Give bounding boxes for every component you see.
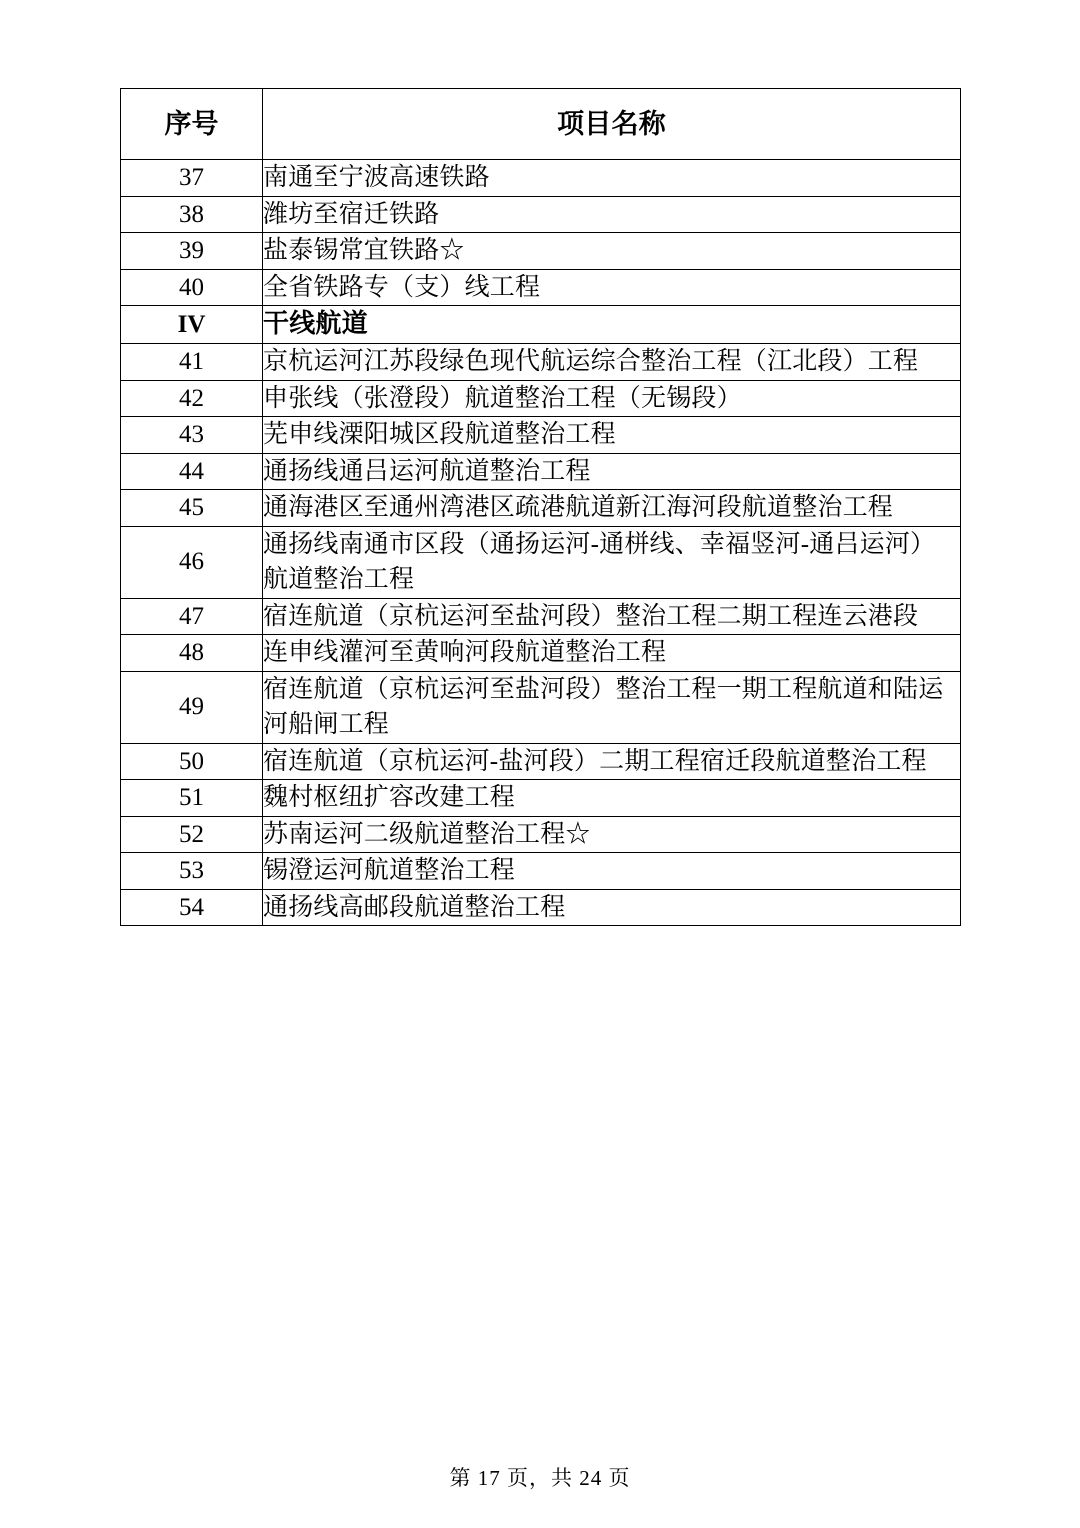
row-project-name: 通扬线高邮段航道整治工程	[263, 889, 961, 926]
table-row	[121, 453, 961, 490]
row-seq: 43	[121, 417, 263, 454]
row-project-name: 全省铁路专（支）线工程	[263, 269, 961, 306]
project-table-container	[120, 88, 960, 926]
table-row	[121, 417, 961, 454]
row-seq: 54	[121, 889, 263, 926]
row-project-name: 盐泰锡常宜铁路☆	[263, 233, 961, 270]
row-seq: 45	[121, 490, 263, 527]
table-row	[121, 889, 961, 926]
row-seq: 49	[121, 671, 263, 743]
table-row	[121, 380, 961, 417]
table-row	[121, 269, 961, 306]
row-seq: 46	[121, 526, 263, 598]
table-row	[121, 671, 961, 743]
row-seq: 52	[121, 816, 263, 853]
page-footer: 第 17 页，共 24 页	[449, 1466, 631, 1490]
row-seq: 42	[121, 380, 263, 417]
row-project-name: 京杭运河江苏段绿色现代航运综合整治工程（江北段）工程	[263, 344, 961, 381]
table-row	[121, 853, 961, 890]
row-seq: 47	[121, 598, 263, 635]
table-body	[121, 89, 961, 926]
row-seq: IV	[121, 306, 263, 344]
table-section-row	[121, 306, 961, 344]
project-list-table	[120, 88, 961, 926]
row-seq: 50	[121, 743, 263, 780]
table-row	[121, 780, 961, 817]
row-seq: 48	[121, 635, 263, 672]
row-project-name: 南通至宁波高速铁路	[263, 160, 961, 197]
table-row	[121, 344, 961, 381]
table-row	[121, 233, 961, 270]
row-project-name: 连申线灌河至黄响河段航道整治工程	[263, 635, 961, 672]
row-seq: 38	[121, 196, 263, 233]
row-seq: 37	[121, 160, 263, 197]
row-project-name: 魏村枢纽扩容改建工程	[263, 780, 961, 817]
table-header-row	[121, 89, 961, 160]
table-row	[121, 598, 961, 635]
row-project-name: 潍坊至宿迁铁路	[263, 196, 961, 233]
row-project-name: 宿连航道（京杭运河至盐河段）整治工程二期工程连云港段	[263, 598, 961, 635]
row-project-name: 苏南运河二级航道整治工程☆	[263, 816, 961, 853]
row-project-name: 通扬线通吕运河航道整治工程	[263, 453, 961, 490]
row-project-name: 通扬线南通市区段（通扬运河-通栟线、幸福竖河-通吕运河）航道整治工程	[263, 526, 961, 598]
table-row	[121, 743, 961, 780]
column-header-name: 项目名称	[263, 89, 961, 160]
row-seq: 51	[121, 780, 263, 817]
table-row	[121, 160, 961, 197]
row-project-name: 宿连航道（京杭运河至盐河段）整治工程一期工程航道和陆运河船闸工程	[263, 671, 961, 743]
row-project-name: 宿连航道（京杭运河-盐河段）二期工程宿迁段航道整治工程	[263, 743, 961, 780]
table-row	[121, 490, 961, 527]
column-header-seq: 序号	[121, 89, 263, 160]
row-project-name: 锡澄运河航道整治工程	[263, 853, 961, 890]
table-row	[121, 816, 961, 853]
table-row	[121, 526, 961, 598]
row-seq: 44	[121, 453, 263, 490]
table-row	[121, 635, 961, 672]
row-project-name: 申张线（张澄段）航道整治工程（无锡段）	[263, 380, 961, 417]
row-seq: 53	[121, 853, 263, 890]
table-row	[121, 196, 961, 233]
row-project-name: 干线航道	[263, 306, 961, 344]
row-project-name: 通海港区至通州湾港区疏港航道新江海河段航道整治工程	[263, 490, 961, 527]
row-seq: 39	[121, 233, 263, 270]
row-seq: 41	[121, 344, 263, 381]
row-seq: 40	[121, 269, 263, 306]
row-project-name: 芜申线溧阳城区段航道整治工程	[263, 417, 961, 454]
